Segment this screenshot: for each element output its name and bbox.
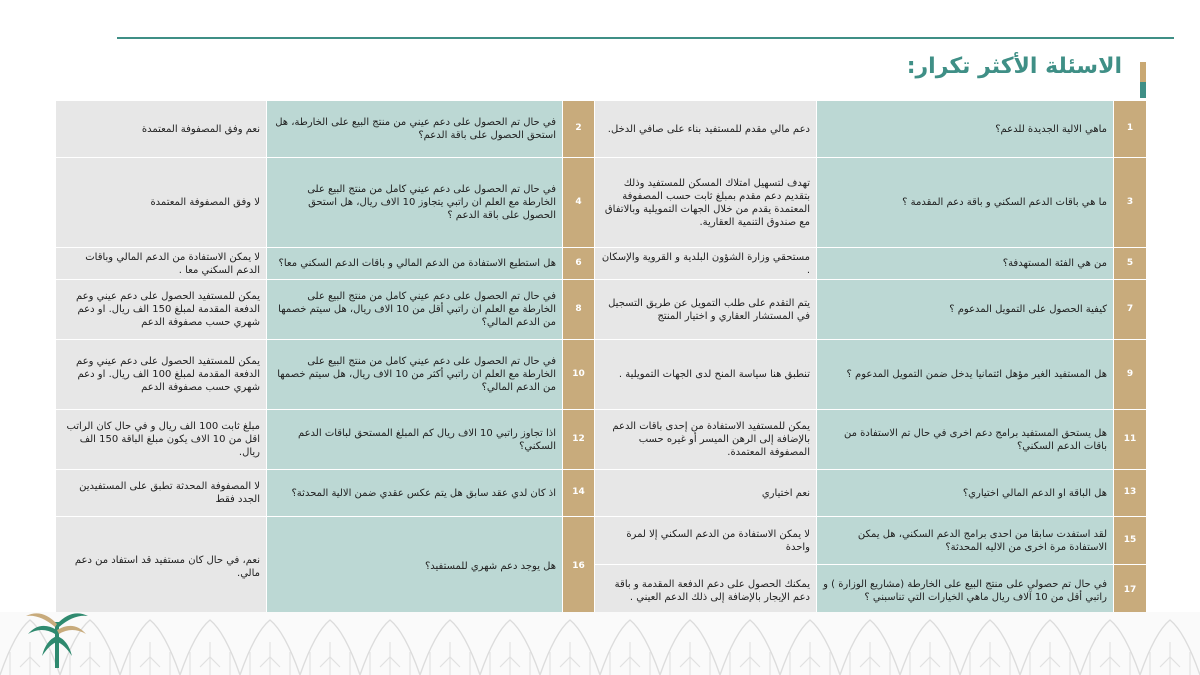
faq-number: 6 (563, 248, 595, 280)
faq-answer: نعم اختياري (595, 470, 817, 517)
palm-logo-icon (22, 600, 92, 670)
faq-number: 9 (1114, 340, 1147, 410)
faq-number: 2 (563, 101, 595, 158)
footer-pattern (0, 612, 1200, 675)
table-row (56, 101, 1147, 158)
faq-question: ما هي باقات الدعم السكني و باقة دعم المقدمة ؟ (817, 158, 1114, 248)
faq-number: 17 (1114, 565, 1147, 617)
faq-answer: تهدف لتسهيل امتلاك المسكن للمستفيد وذلك بتقديم دعم مقدم بمبلغ ثابت حسب المصفوفة المعتمدة يقدم من خلال الجهات التمويلية وبالاتفاق مع صندوق التنمية العقارية. (595, 158, 817, 248)
faq-number: 8 (563, 280, 595, 340)
faq-number: 1 (1114, 101, 1147, 158)
faq-answer: يتم التقدم على طلب التمويل عن طريق التسجيل في المستشار العقاري و اختيار المنتج (595, 280, 817, 340)
table-row (56, 410, 1147, 470)
faq-question: في حال تم حصولي على منتج البيع على الخارطة (مشاريع الوزارة ) و راتبي أقل من 10 آلاف ريال ماهي الخيارات التي تناسبني ؟ (817, 565, 1114, 617)
title-accent-bar (1140, 62, 1146, 98)
faq-answer: يمكنك الحصول على دعم الدفعة المقدمة و باقة دعم الإيجار بالإضافة إلى ذلك الدعم العيني . (595, 565, 817, 617)
faq-number: 16 (563, 517, 595, 617)
faq-number: 3 (1114, 158, 1147, 248)
faq-question: كيفية الحصول على التمويل المدعوم ؟ (817, 280, 1114, 340)
faq-number: 4 (563, 158, 595, 248)
table-row (56, 158, 1147, 248)
table-row (56, 280, 1147, 340)
faq-number: 11 (1114, 410, 1147, 470)
faq-number: 15 (1114, 517, 1147, 565)
faq-answer: نعم وفق المصفوفة المعتمدة (56, 101, 267, 158)
faq-answer: دعم مالي مقدم للمستفيد بناء على صافي الدخل. (595, 101, 817, 158)
faq-question: هل يستحق المستفيد برامج دعم اخرى في حال تم الاستفادة من باقات الدعم السكني؟ (817, 410, 1114, 470)
faq-question: في حال تم الحصول على دعم عيني من منتج البيع على الخارطة، هل استحق الحصول على باقة الدعم؟ (267, 101, 563, 158)
faq-question: هل المستفيد الغير مؤهل ائتمانيا يدخل ضمن التمويل المدعوم ؟ (817, 340, 1114, 410)
faq-number: 5 (1114, 248, 1147, 280)
faq-question: ماهي الالية الجديدة للدعم؟ (817, 101, 1114, 158)
faq-answer: لا يمكن الاستفادة من الدعم السكني إلا لمرة واحدة (595, 517, 817, 565)
faq-question: هل يوجد دعم شهري للمستفيد؟ (267, 517, 563, 617)
faq-number: 12 (563, 410, 595, 470)
faq-question: في حال تم الحصول على دعم عيني كامل من منتج البيع على الخارطة مع العلم ان راتبي أقل من 10 الاف ريال، هل سيتم خصمها من الدعم المالي؟ (267, 280, 563, 340)
faq-number: 13 (1114, 470, 1147, 517)
faq-question: من هي الفئة المستهدفة؟ (817, 248, 1114, 280)
faq-question: هل استطيع الاستفادة من الدعم المالي و باقات الدعم السكني معا؟ (267, 248, 563, 280)
faq-number: 14 (563, 470, 595, 517)
table-row (56, 340, 1147, 410)
table-row (56, 517, 1147, 565)
faq-table (55, 100, 1147, 617)
table-row (56, 248, 1147, 280)
faq-number: 10 (563, 340, 595, 410)
faq-question: في حال تم الحصول على دعم عيني كامل من منتج البيع على الخارطة مع العلم ان راتبي يتجاوز 10 الاف ريال، هل استحق الحصول على باقة الدعم ؟ (267, 158, 563, 248)
faq-question: اذ كان لدي عقد سابق هل يتم عكس عقدي ضمن الالية المحدثة؟ (267, 470, 563, 517)
faq-question: اذا تجاوز راتبي 10 الاف ريال كم المبلغ المستحق لباقات الدعم السكني؟ (267, 410, 563, 470)
faq-answer: نعم، في حال كان مستفيد قد استفاد من دعم مالي. (56, 517, 267, 617)
table-row (56, 470, 1147, 517)
faq-answer: مستحقي وزارة الشؤون البلدية و القروية والإسكان . (595, 248, 817, 280)
faq-question: لقد استفدت سابقا من احدى برامج الدعم السكني، هل يمكن الاستفادة مرة اخرى من الاليه المحدثة؟ (817, 517, 1114, 565)
faq-answer: يمكن للمستفيد الحصول على دعم عيني وعم الدفعة المقدمة لمبلغ 150 الف ريال. او دعم شهري حسب مصفوفة الدعم (56, 280, 267, 340)
faq-answer: مبلغ ثابت 100 الف ريال و في حال كان الراتب اقل من 10 الاف يكون مبلغ الباقة 150 الف ريال. (56, 410, 267, 470)
faq-answer: لا المصفوفة المحدثة تطبق على المستفيدين الجدد فقط (56, 470, 267, 517)
faq-answer: يمكن للمستفيد الحصول على دعم عيني وعم الدفعة المقدمة لمبلغ 100 الف ريال. او دعم شهري حسب مصفوفة الدعم (56, 340, 267, 410)
faq-answer: تنطبق هنا سياسة المنح لدى الجهات التمويلية . (595, 340, 817, 410)
faq-number: 7 (1114, 280, 1147, 340)
faq-question: في حال تم الحصول على دعم عيني كامل من منتج البيع على الخارطة مع العلم ان راتبي أكثر من 10 الاف ريال، هل سيتم خصمها من الدعم المالي؟ (267, 340, 563, 410)
faq-question: هل الباقة او الدعم المالي اختياري؟ (817, 470, 1114, 517)
page-title: الاسئلة الأكثر تكرار: (906, 54, 1122, 79)
top-divider (117, 37, 1174, 39)
faq-answer: لا يمكن الاستفادة من الدعم المالي وباقات الدعم السكني معا . (56, 248, 267, 280)
faq-answer: يمكن للمستفيد الاستفادة من إحدى باقات الدعم بالإضافة إلى الرهن الميسر أو غيره حسب المصفوفة المعتمدة. (595, 410, 817, 470)
faq-answer: لا وفق المصفوفة المعتمدة (56, 158, 267, 248)
